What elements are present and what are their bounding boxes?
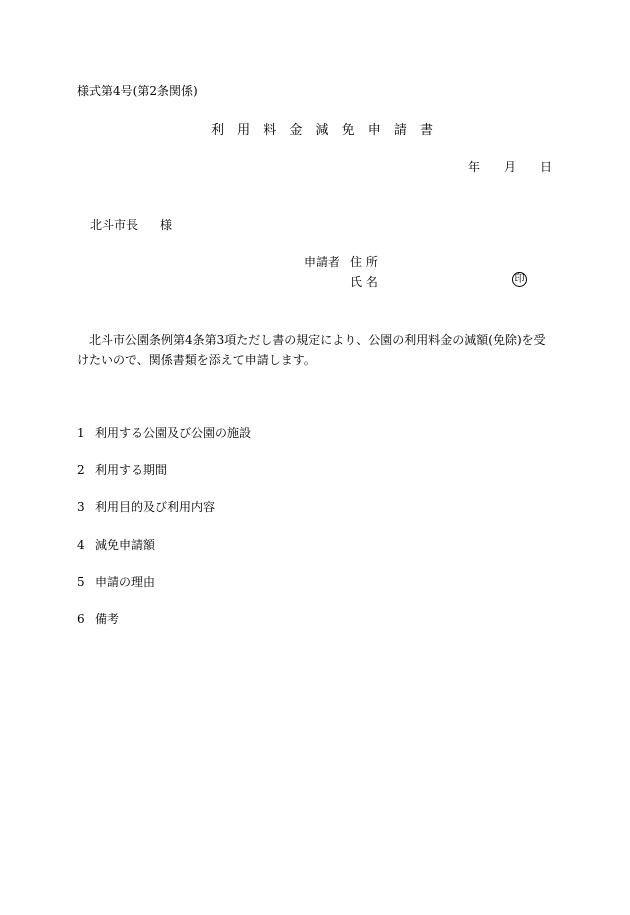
item-number: 5 (77, 575, 85, 589)
date-day-label: 日 (540, 160, 553, 174)
addressee (90, 219, 172, 231)
item-number: 2 (77, 463, 85, 477)
item-label: 利用目的及び利用内容 (95, 500, 216, 514)
item-number: 3 (77, 500, 85, 514)
form-number: 様式第4号(第2条関係) (77, 84, 198, 98)
list-item (77, 539, 155, 551)
list-item (77, 464, 167, 476)
document-title: 利 用 料 金 減 免 申 請 書 (211, 123, 434, 138)
date-year-label: 年 (468, 160, 481, 174)
list-item (77, 427, 251, 439)
seal-mark-icon: 印 (512, 272, 527, 287)
applicant-label: 申請者 (304, 255, 341, 269)
addressee-name: 北斗市長 (90, 218, 139, 232)
item-label: 減免申請額 (95, 538, 156, 552)
item-label: 申請の理由 (95, 575, 156, 589)
item-label: 利用する期間 (95, 463, 168, 477)
addressee-honorific: 様 (160, 218, 173, 232)
list-item (77, 576, 155, 588)
applicant-name-label: 氏 名 (350, 275, 378, 289)
item-label: 利用する公園及び公園の施設 (95, 426, 252, 440)
applicant-address-label: 住 所 (350, 255, 378, 269)
application-body-text: 北斗市公園条例第4条第3項ただし書の規定により、公園の利用料金の減額(免除)を受けたいので、関係書類を添えて申請します。 (77, 333, 546, 367)
item-label: 備考 (95, 612, 120, 626)
date-line (468, 161, 552, 173)
item-number: 1 (77, 426, 85, 440)
list-item (77, 501, 215, 513)
item-number: 6 (77, 612, 85, 626)
item-number: 4 (77, 538, 85, 552)
date-month-label: 月 (504, 160, 517, 174)
list-item (77, 613, 119, 625)
